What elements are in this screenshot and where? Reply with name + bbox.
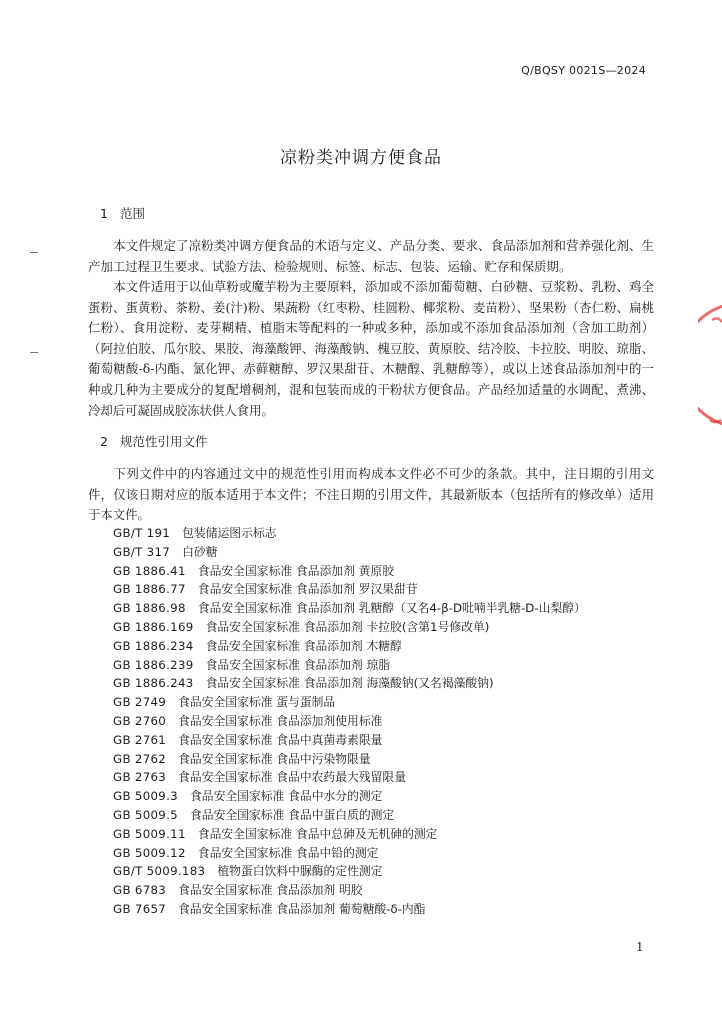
reference-item: GB/T 191 包装储运图示标志 <box>113 526 277 540</box>
reference-item: GB 1886.169 食品安全国家标准 食品添加剂 卡拉胶(含第1号修改单) <box>113 619 490 634</box>
reference-item: GB 5009.5 食品安全国家标准 食品中蛋白质的测定 <box>113 807 395 822</box>
section-1-number: 1 <box>100 206 108 221</box>
reference-item: GB 2761 食品安全国家标准 食品中真菌毒素限量 <box>113 732 383 747</box>
section-2-title: 规范性引用文件 <box>120 434 208 449</box>
reference-item: GB/T 5009.183 植物蛋白饮料中脲酶的定性测定 <box>113 864 383 879</box>
reference-item: GB 1886.239 食品安全国家标准 食品添加剂 琼脂 <box>113 657 391 672</box>
reference-item: GB 2749 食品安全国家标准 蛋与蛋制品 <box>113 695 336 710</box>
reference-item: GB/T 317 白砂糖 <box>113 544 218 559</box>
reference-item: GB 1886.77 食品安全国家标准 食品添加剂 罗汉果甜苷 <box>113 582 418 597</box>
reference-item: GB 7657 食品安全国家标准 食品添加剂 葡萄糖酸-δ-内酯 <box>113 901 426 916</box>
scope-paragraph-2: 本文件适用于以仙草粉或魔芋粉为主要原料，添加或不添加葡萄糖、白砂糖、豆浆粉、乳粉、鸡全蛋粉、蛋黄粉、茶粉、姜(汁)粉、果蔬粉（红枣粉、桂圆粉、椰浆粉、麦苗粉）、坚果粉（杏仁粉、扁桃仁粉）、食用淀粉、麦芽糊精、植脂末等配料的一种或多种，添加或不添加食品添加剂（含加工助剂）（阿拉伯胶、瓜尔胶、果胶、海藻酸钾、海藻酸钠、槐豆胶、黄原胶、结冷胶、卡拉胶、明胶、琼脂、葡萄糖酸-δ-内酯、氯化钾、赤藓糖醇、罗汉果甜苷、木糖醇、乳糖醇等），或以上述食品添加剂中的一种或几种为主要成分的复配增稠剂，混和包装而成的干粉状方便食品。产品经加适量的水调配、煮沸、冷却后可凝固成胶冻状供人食用。 <box>88 279 654 418</box>
reference-item: GB 1886.243 食品安全国家标准 食品添加剂 海藻酸钠(又名褐藻酸钠) <box>113 676 494 691</box>
section-2-heading <box>100 432 208 450</box>
reference-list <box>113 524 673 919</box>
section-1-heading <box>100 204 145 222</box>
margin-tick-mark <box>30 352 38 353</box>
reference-item: GB 2762 食品安全国家标准 食品中污染物限量 <box>113 751 371 766</box>
partial-red-seal-stamp <box>698 290 722 440</box>
reference-item: GB 6783 食品安全国家标准 食品添加剂 明胶 <box>113 883 363 898</box>
reference-item: GB 1886.234 食品安全国家标准 食品添加剂 木糖醇 <box>113 638 402 653</box>
reference-item: GB 1886.41 食品安全国家标准 食品添加剂 黄原胶 <box>113 563 395 578</box>
reference-item: GB 2760 食品安全国家标准 食品添加剂使用标准 <box>113 713 383 728</box>
standard-code: Q/BQSY 0021S—2024 <box>521 64 646 77</box>
scope-paragraph-1: 本文件规定了凉粉类冲调方便食品的术语与定义、产品分类、要求、食品添加剂和营养强化剂、生产加工过程卫生要求、试验方法、检验规则、标签、标志、包装、运输、贮存和保质期。 <box>88 238 654 274</box>
reference-item: GB 5009.3 食品安全国家标准 食品中水分的测定 <box>113 789 383 804</box>
section-1-title: 范围 <box>120 206 146 221</box>
document-title: 凉粉类冲调方便食品 <box>280 148 442 168</box>
reference-item: GB 5009.11 食品安全国家标准 食品中总砷及无机砷的测定 <box>113 826 438 841</box>
section-2-number: 2 <box>100 434 108 449</box>
reference-item: GB 1886.98 食品安全国家标准 食品添加剂 乳糖醇（又名4-β-D吡喃半乳糖-D-山梨醇） <box>113 601 586 616</box>
reference-item: GB 2763 食品安全国家标准 食品中农药最大残留限量 <box>113 770 407 785</box>
margin-tick-mark <box>30 252 38 253</box>
reference-item: GB 5009.12 食品安全国家标准 食品中铅的测定 <box>113 845 379 860</box>
page-number: 1 <box>636 940 644 954</box>
references-intro: 下列文件中的内容通过文中的规范性引用而构成本文件必不可少的条款。其中，注日期的引用文件，仅该日期对应的版本适用于本文件；不注日期的引用文件，其最新版本（包括所有的修改单）适用于本文件。 <box>88 466 654 523</box>
